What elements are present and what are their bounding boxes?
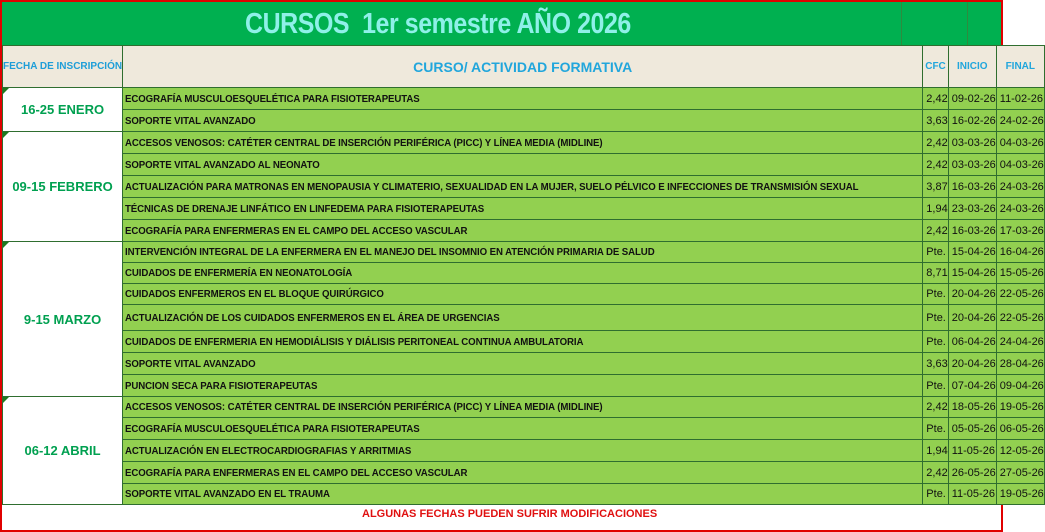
course-cfc: Pte. — [923, 305, 948, 331]
table-row — [3, 263, 1045, 284]
course-name-text: ACTUALIZACIÓN DE LOS CUIDADOS ENFERMEROS EN EL ÁREA DE URGENCIAS — [125, 311, 500, 324]
course-name — [123, 198, 923, 220]
header-fecha: FECHA DE INSCRIPCIÓN — [3, 46, 123, 88]
table-row — [3, 154, 1045, 176]
course-cfc: Pte. — [923, 331, 948, 353]
course-inicio: 11-05-26 — [948, 440, 996, 462]
title-divider — [967, 2, 968, 45]
course-name-text: SOPORTE VITAL AVANZADO — [125, 114, 256, 127]
table-row — [3, 484, 1045, 505]
course-final: 11-02-26 — [996, 88, 1044, 110]
course-name — [123, 284, 923, 305]
course-name-text: INTERVENCIÓN INTEGRAL DE LA ENFERMERA EN EL MANEJO DEL INSOMNIO EN ATENCIÓN PRIMARIA DE SALUD — [125, 246, 655, 258]
courses-table — [2, 45, 1045, 505]
course-name-text: ECOGRAFÍA PARA ENFERMERAS EN EL CAMPO DEL ACCESO VASCULAR — [125, 224, 468, 237]
course-name — [123, 132, 923, 154]
course-inicio: 05-05-26 — [948, 418, 996, 440]
course-name — [123, 263, 923, 284]
course-final: 22-05-26 — [996, 284, 1044, 305]
course-cfc: 2,42 — [923, 397, 948, 418]
course-cfc: 8,71 — [923, 263, 948, 284]
course-cfc: 1,94 — [923, 198, 948, 220]
inscription-date: 9-15 MARZO — [3, 242, 123, 397]
course-final: 06-05-26 — [996, 418, 1044, 440]
course-cfc: 2,42 — [923, 154, 948, 176]
course-name-text: ECOGRAFÍA MUSCULOESQUELÉTICA PARA FISIOTERAPEUTAS — [125, 422, 420, 435]
course-cfc: Pte. — [923, 375, 948, 397]
table-row — [3, 418, 1045, 440]
course-final: 24-02-26 — [996, 110, 1044, 132]
inscription-date: 09-15 FEBRERO — [3, 132, 123, 242]
course-inicio: 18-05-26 — [948, 397, 996, 418]
course-name — [123, 331, 923, 353]
course-final: 24-04-26 — [996, 331, 1044, 353]
course-name — [123, 305, 923, 331]
title-divider — [901, 2, 902, 45]
course-final: 24-03-26 — [996, 176, 1044, 198]
course-cfc: Pte. — [923, 284, 948, 305]
course-name — [123, 88, 923, 110]
course-name — [123, 353, 923, 375]
course-cfc: Pte. — [923, 484, 948, 505]
course-name — [123, 462, 923, 484]
course-name-text: ECOGRAFÍA PARA ENFERMERAS EN EL CAMPO DEL ACCESO VASCULAR — [125, 466, 468, 479]
course-final: 19-05-26 — [996, 484, 1044, 505]
course-inicio: 16-03-26 — [948, 220, 996, 242]
course-name — [123, 375, 923, 397]
course-inicio: 03-03-26 — [948, 132, 996, 154]
course-inicio: 07-04-26 — [948, 375, 996, 397]
course-name-text: CUIDADOS ENFERMEROS EN EL BLOQUE QUIRÚRGICO — [125, 288, 384, 300]
table-row — [3, 305, 1045, 331]
course-cfc: Pte. — [923, 242, 948, 263]
table-row — [3, 110, 1045, 132]
course-final: 27-05-26 — [996, 462, 1044, 484]
footer — [2, 506, 1001, 530]
course-final: 04-03-26 — [996, 132, 1044, 154]
course-inicio: 16-03-26 — [948, 176, 996, 198]
course-name-text: ECOGRAFÍA MUSCULOESQUELÉTICA PARA FISIOTERAPEUTAS — [125, 92, 420, 105]
course-inicio: 20-04-26 — [948, 353, 996, 375]
course-cfc: 2,42 — [923, 220, 948, 242]
course-inicio: 15-04-26 — [948, 242, 996, 263]
course-name-text: CUIDADOS DE ENFERMERÍA EN NEONATOLOGÍA — [125, 267, 353, 279]
course-name-text: ACTUALIZACIÓN EN ELECTROCARDIOGRAFIAS Y ARRITMIAS — [125, 444, 412, 457]
course-name-text: SOPORTE VITAL AVANZADO AL NEONATO — [125, 158, 320, 171]
course-name — [123, 440, 923, 462]
course-final: 17-03-26 — [996, 220, 1044, 242]
course-name — [123, 397, 923, 418]
header-curso: CURSO/ ACTIVIDAD FORMATIVA — [123, 46, 923, 88]
course-name — [123, 418, 923, 440]
course-cfc: 2,42 — [923, 88, 948, 110]
course-name-text: ACCESOS VENOSOS: CATÉTER CENTRAL DE INSERCIÓN PERIFÉRICA (PICC) Y LÍNEA MEDIA (MIDLINE) — [125, 136, 603, 149]
header-row — [3, 46, 1045, 88]
table-row — [3, 331, 1045, 353]
course-name-text: ACTUALIZACIÓN PARA MATRONAS EN MENOPAUSIA Y CLIMATERIO, SEXUALIDAD EN LA MUJER, SUELO PÉLVICO E INFECCIONES DE TRANSMISIÓN SEXUAL — [125, 180, 859, 193]
table-row — [3, 88, 1045, 110]
course-cfc: 2,42 — [923, 462, 948, 484]
course-final: 28-04-26 — [996, 353, 1044, 375]
course-inicio: 15-04-26 — [948, 263, 996, 284]
course-name-text: SOPORTE VITAL AVANZADO — [125, 357, 256, 370]
table-row — [3, 284, 1045, 305]
header-cfc: CFC — [923, 46, 948, 88]
table-row — [3, 440, 1045, 462]
inscription-date: 16-25 ENERO — [3, 88, 123, 132]
course-name — [123, 154, 923, 176]
course-inicio: 26-05-26 — [948, 462, 996, 484]
course-name-text: PUNCION SECA PARA FISIOTERAPEUTAS — [125, 379, 318, 392]
course-inicio: 09-02-26 — [948, 88, 996, 110]
course-cfc: 2,42 — [923, 132, 948, 154]
table-row — [3, 353, 1045, 375]
course-name — [123, 242, 923, 263]
course-cfc: 1,94 — [923, 440, 948, 462]
course-name — [123, 220, 923, 242]
course-cfc: 3,87 — [923, 176, 948, 198]
course-cfc: Pte. — [923, 418, 948, 440]
page-title: CURSOS 1er semestre AÑO 2026 — [245, 8, 631, 40]
header-inicio: INICIO — [948, 46, 996, 88]
course-inicio: 20-04-26 — [948, 305, 996, 331]
course-name — [123, 176, 923, 198]
table-row — [3, 242, 1045, 263]
header-final: FINAL — [996, 46, 1044, 88]
course-cfc: 3,63 — [923, 353, 948, 375]
course-final: 22-05-26 — [996, 305, 1044, 331]
course-name — [123, 110, 923, 132]
table-row — [3, 198, 1045, 220]
course-final: 16-04-26 — [996, 242, 1044, 263]
course-name-text: TÉCNICAS DE DRENAJE LINFÁTICO EN LINFEDEMA PARA FISIOTERAPEUTAS — [125, 202, 485, 215]
table-row — [3, 176, 1045, 198]
course-inicio: 03-03-26 — [948, 154, 996, 176]
inscription-date: 06-12 ABRIL — [3, 397, 123, 505]
table-row — [3, 397, 1045, 418]
course-inicio: 16-02-26 — [948, 110, 996, 132]
footer-note: ALGUNAS FECHAS PUEDEN SUFRIR MODIFICACIONES — [362, 508, 658, 520]
table-row — [3, 375, 1045, 397]
course-final: 04-03-26 — [996, 154, 1044, 176]
course-name-text: CUIDADOS DE ENFERMERIA EN HEMODIÁLISIS Y DIÁLISIS PERITONEAL CONTINUA AMBULATORIA — [125, 335, 584, 348]
course-inicio: 23-03-26 — [948, 198, 996, 220]
course-final: 19-05-26 — [996, 397, 1044, 418]
course-cfc: 3,63 — [923, 110, 948, 132]
course-final: 09-04-26 — [996, 375, 1044, 397]
course-final: 15-05-26 — [996, 263, 1044, 284]
title-bar — [2, 2, 1001, 45]
table-row — [3, 462, 1045, 484]
course-final: 24-03-26 — [996, 198, 1044, 220]
course-final: 12-05-26 — [996, 440, 1044, 462]
course-name — [123, 484, 923, 505]
table-row — [3, 132, 1045, 154]
course-inicio: 11-05-26 — [948, 484, 996, 505]
course-name-text: ACCESOS VENOSOS: CATÉTER CENTRAL DE INSERCIÓN PERIFÉRICA (PICC) Y LÍNEA MEDIA (MIDLINE) — [125, 401, 603, 413]
table-row — [3, 220, 1045, 242]
course-inicio: 20-04-26 — [948, 284, 996, 305]
course-name-text: SOPORTE VITAL AVANZADO EN EL TRAUMA — [125, 488, 330, 500]
course-inicio: 06-04-26 — [948, 331, 996, 353]
